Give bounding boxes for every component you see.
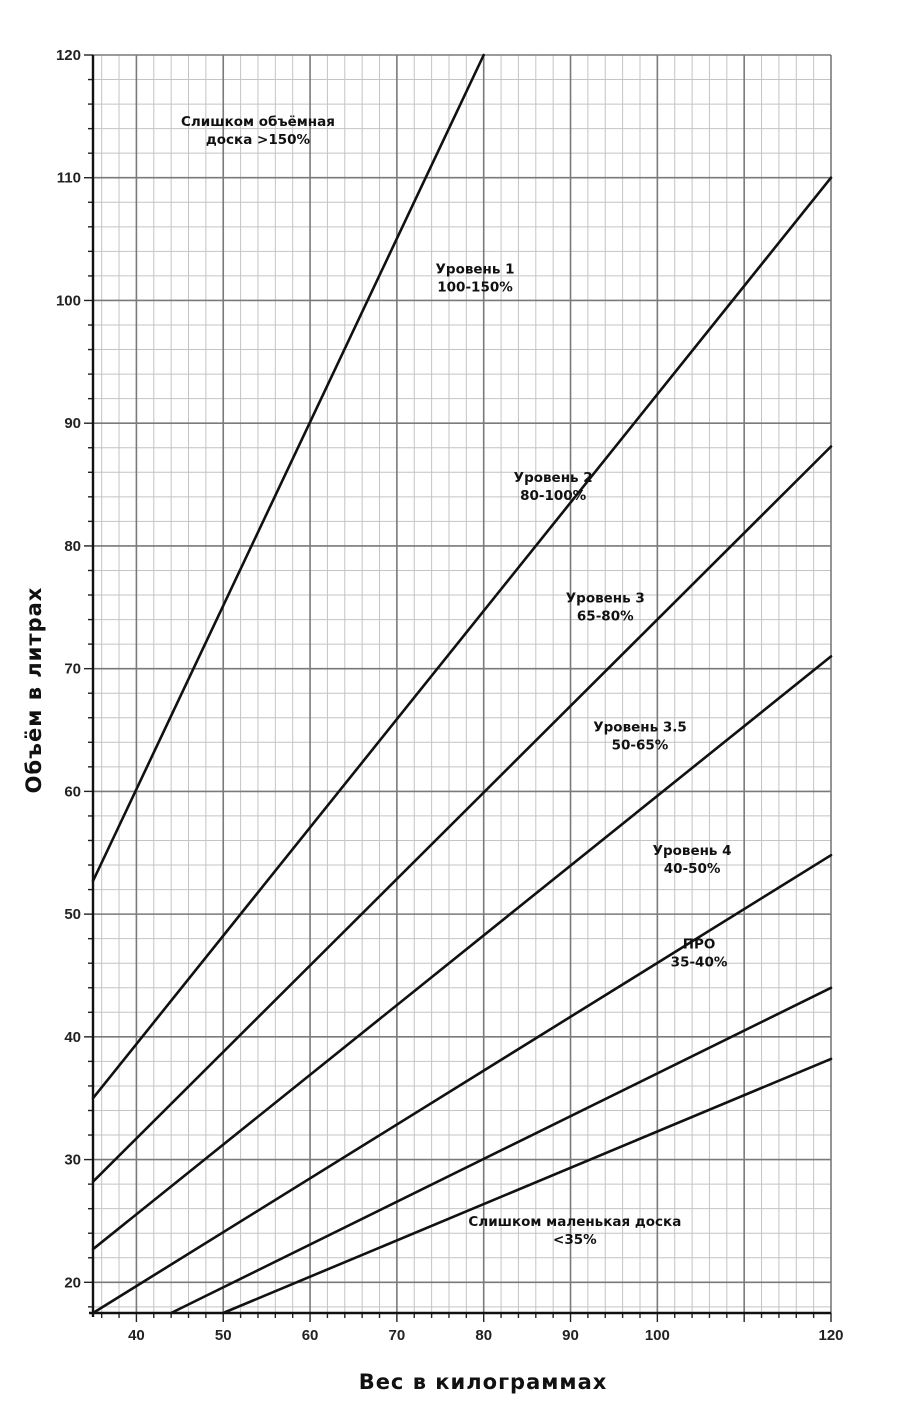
zone-label-line: 80-100% — [520, 488, 587, 505]
y-tick-label: 60 — [64, 783, 81, 801]
y-tick-label: 90 — [64, 415, 81, 433]
zone-label-line: Уровень 2 — [513, 470, 593, 487]
y-axis-title: Объём в литрах — [22, 586, 46, 794]
y-tick-label: 20 — [64, 1274, 81, 1292]
zone-label-line: Уровень 3.5 — [593, 719, 687, 736]
y-tick-label: 30 — [64, 1151, 81, 1169]
zone-label-line: Уровень 3 — [565, 590, 645, 607]
x-tick-label: 80 — [475, 1327, 493, 1344]
x-tick-label: 40 — [128, 1327, 145, 1344]
zone-label-line: 40-50% — [663, 861, 721, 878]
zone-label-line: Уровень 4 — [652, 843, 732, 860]
zone-label-line: доска >150% — [205, 132, 311, 149]
zone-label-line: ПРО — [682, 936, 716, 953]
y-tick-label: 100 — [55, 292, 81, 310]
zone-label-line: 50-65% — [611, 737, 669, 754]
y-tick-label: 50 — [64, 906, 81, 924]
zone-label-line: Слишком маленькая доска — [468, 1213, 682, 1230]
x-tick-label: 70 — [388, 1327, 406, 1344]
x-tick-label: 120 — [818, 1327, 844, 1344]
y-tick-label: 120 — [55, 47, 81, 64]
x-tick-label: 60 — [301, 1327, 319, 1344]
y-tick-label: 110 — [56, 169, 81, 187]
zone-label-line: 100-150% — [437, 279, 513, 296]
zone-label-line: 35-40% — [670, 954, 728, 971]
x-tick-label: 100 — [644, 1327, 670, 1344]
x-tick-label: 50 — [214, 1327, 232, 1344]
x-tick-label: 90 — [562, 1327, 579, 1344]
zone-label-line: Слишком объёмная — [181, 114, 335, 131]
y-tick-label: 40 — [64, 1028, 81, 1046]
x-axis-title: Вес в килограммах — [358, 1370, 608, 1394]
y-tick-label: 70 — [64, 660, 81, 678]
zone-label-line: <35% — [553, 1231, 597, 1248]
zone-label-line: Уровень 1 — [435, 261, 515, 278]
y-tick-label: 80 — [64, 537, 81, 555]
zone-label-line: 65-80% — [576, 608, 634, 625]
